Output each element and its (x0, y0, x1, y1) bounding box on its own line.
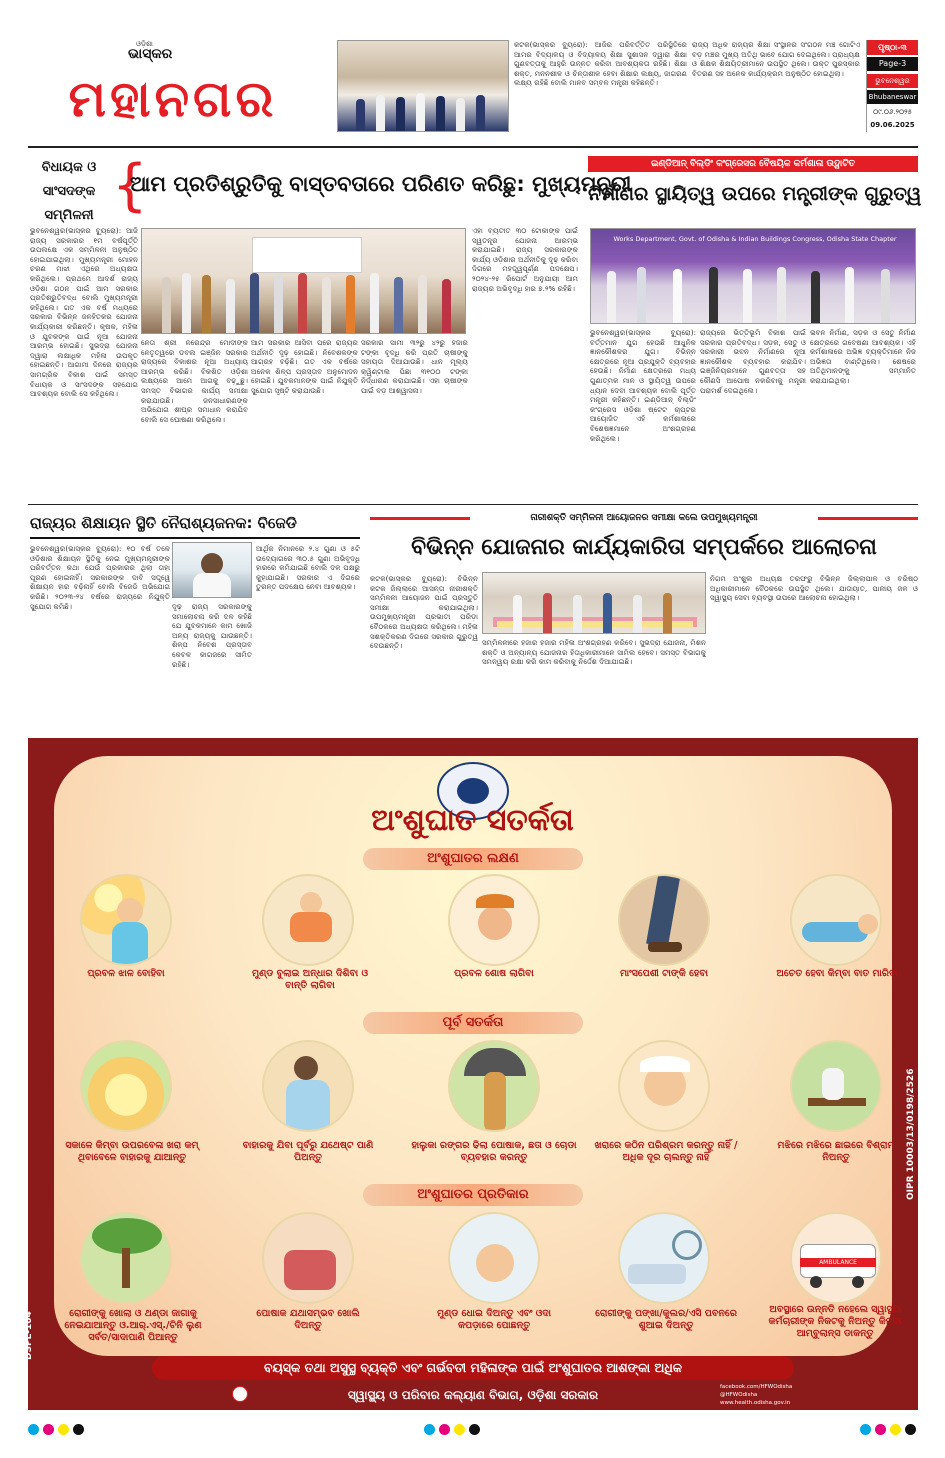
precaution-umbrella-illustration (448, 1040, 540, 1132)
precaution-caption-4: ଖରାରେ କଠିନ ପରିଶ୍ରମ କରନ୍ତୁ ନାହିଁ /ଅଧିକ ଦୂର ଚାଲନ୍ତୁ ନାହିଁ (594, 1140, 738, 1163)
symptom-fainting-illustration (790, 874, 882, 966)
ambulance-label: AMBULANCE (800, 1258, 876, 1267)
ad-bottom-banner: ବୟସ୍କ ତଥା ଅସୁସ୍ଥ ବ୍ୟକ୍ତି ଏବଂ ଗର୍ଭବତୀ ମହିଳାଙ୍କ ପାଇଁ ଅଂଶୁଘାତର ଆଶଙ୍କା ଅଧିକ (152, 1356, 794, 1380)
minister-story-kicker: ଇଣ୍ଡିଆନ୍ ବିଲ୍ଡିଂ କଂଗ୍ରେସର ବୈଷୟିକ କର୍ମଶାଳା ଉଦ୍ଘାଟିତ (588, 156, 918, 172)
symptom-sweating-illustration (80, 874, 172, 966)
remedy-wet-cloth-illustration (448, 1212, 540, 1304)
cm-story-headline: ଆମ ପ୍ରତିଶ୍ରୁତିକୁ ବାସ୍ତବତାରେ ପରିଣତ କରିଛୁ: ମୁଖ୍ୟମନ୍ତ୍ରୀ (130, 172, 632, 196)
minister-story-col3: ଭବନ ନିର୍ମାଣ, ସଡ଼କ ଓ ସେତୁ ନିର୍ମାଣ କ୍ଷେତ୍ରରେ ଗବେଷଣା ଆବଶ୍ୟକ। ଏହି କର୍ମଶାଳାରେ ଅଭିଜ୍ଞ ବ୍ୟକ୍ତିମାନେ ନିଜ ଅଭିଜ୍ଞତା ବାଣ୍ଟିଥିଲେ। ଶେଷରେ ଅତିଥିମାନଙ୍କୁ ସମ୍ମାନିତ କରାଯାଇଥିଲା। (810, 328, 916, 385)
top-story-col2: ରାଜ୍ୟ ଅଧିକ ରାଜ୍ୟର ଶିକ୍ଷା ସଂସ୍ଥାନର ସଂଗଠନ ମଞ୍ଚ ଗୋଟିଏ ବଡ଼ ମଞ୍ଚର ମୁଖ୍ୟ ଅତିଥି ଭାବେ ଯୋଗ ଦେଇଥିଲେ। ପ୍ରାଧ୍ୟକ୍ଷ ଓ ଶିକ୍ଷକ ଶିକ୍ଷୟିତ୍ରୀମାନେ ଉପସ୍ଥିତ ଥିଲେ। ଉକ୍ତ ପୁରସ୍କାର ବିତରଣ ସହ ଅନେକ କାର୍ଯ୍ୟକ୍ରମ ଅନୁଷ୍ଠିତ ହୋଇଥିଲା। (692, 40, 860, 78)
social-links (720, 1383, 850, 1407)
social-website[interactable]: www.health.odisha.gov.in (720, 1400, 791, 1406)
precaution-caption-2: ବାହାରକୁ ଯିବା ପୂର୍ବରୁ ଯଥେଷ୍ଟ ପାଣି ପିଅନ୍ତୁ (242, 1140, 374, 1163)
ad-title: ଅଂଶୁଘାତ ସତର୍କତା (371, 803, 574, 838)
precaution-no-exertion-illustration (618, 1040, 710, 1132)
social-handle[interactable]: @HFWOdisha (720, 1392, 758, 1398)
page-number-en: Page-3 (867, 57, 918, 71)
precaution-shade-rest-illustration (790, 1040, 882, 1132)
date-or: ୦୯.୦୬.୨୦୨୫ (873, 108, 912, 116)
cm-story-col1: ଭୁବନେଶ୍ୱର(ଭାସ୍କର ବ୍ୟୁରୋ): ଆଜି ରାଜ୍ୟ ସରକାରର ୧ମ ବର୍ଷପୂର୍ତ୍ତି ଉପଲକ୍ଷେ ଏକ ସମ୍ମିଳନୀ ଅନୁଷ୍ଠିତ ହୋଇଯାଇଥିଲା। ମୁଖ୍ୟମନ୍ତ୍ରୀ ମୋହନ ଚରଣ ମାଝୀ ଏଥିରେ ଅଧ୍ୟକ୍ଷତା କରିଥିଲେ। ପ୍ରଥମେ ଆଦର୍ଶ ରାଜ୍ୟ ଓଡ଼ିଶା ଗଠନ ପାଇଁ ଆମ ସରକାର ପ୍ରତିଶ୍ରୁତିବଦ୍ଧ ବୋଲି ମୁଖ୍ୟମନ୍ତ୍ରୀ କହିଥିଲେ। ଗତ ଏକ ବର୍ଷ ମଧ୍ୟରେ ସରକାର ବିଭିନ୍ନ ଜନହିତକର ଯୋଜନା କାର୍ଯ୍ୟକାରୀ କରିଛନ୍ତି। କୃଷକ, ମହିଳା ଓ ଯୁବକଙ୍କ ପାଇଁ ନୂଆ ଯୋଜନା ଆରମ୍ଭ ହୋଇଛି। ସୁଭଦ୍ରା ଯୋଜନା ଦ୍ୱାରା ଲକ୍ଷାଧିକ ମହିଳା ଉପକୃତ ହୋଇଛନ୍ତି। ଆଗାମୀ ଦିନରେ ରାଜ୍ୟର ସାମଗ୍ରିକ ବିକାଶ ପାଇଁ ସମସ୍ତ ବିଧାୟକ ଓ ସାଂସଦଙ୍କ ସହଯୋଗ ଆବଶ୍ୟକ ବୋଲି ସେ କହିଥିଲେ। (30, 226, 138, 399)
ad-sec2-title: ପୂର୍ବ ସତର୍କତା (363, 1012, 583, 1034)
bjd-story-col1: ଭୁବନେଶ୍ୱର(ଭାସ୍କର ବ୍ୟୁରୋ): ୧୦ ବର୍ଷ ତଳେ ଓଡ଼ିଶାର ଶିକ୍ଷାୟନ ସ୍ଥିତିକୁ ନେଇ ମୁଖ୍ୟମନ୍ତ୍ରୀଙ୍କ ପରିବର୍ତ୍ତନ କଥା ଯେଉଁ ପ୍ରକାରର ଥିଲା ତାହା ପୂରଣ ହୋଇନାହିଁ। ସରକାରଙ୍କ ଦାବି ସତ୍ତ୍ୱେ ଶିକ୍ଷାୟନ ହାର ବଢ଼ିନାହିଁ ବୋଲି ବିଜେଡି ଅଭିଯୋଗ କରିଛି। ୨୦୨୩-୨୪ ବର୍ଷରେ ରାଜ୍ୟରେ ନିଯୁକ୍ତି ସୁଯୋଗ କମିଛି। (30, 544, 170, 611)
dycm-story-headline: ବିଭିନ୍ନ ଯୋଜନାର କାର୍ଯ୍ୟକାରିତା ସମ୍ପର୍କରେ ଆଲୋଚନା (411, 535, 877, 560)
cm-story-photo (141, 228, 466, 334)
bjd-story-headline: ରାଜ୍ୟର ଶିକ୍ଷାୟନ ସ୍ଥିତି ନୈରାଶ୍ୟଜନକ: ବିଜେଡି (30, 514, 297, 532)
registration-dots-right (860, 1420, 920, 1439)
remedy-shade-ors-illustration (80, 1212, 172, 1304)
ad-sec3-title: ଅଂଶୁଘାତର ପ୍ରତିକାର (363, 1184, 583, 1206)
cm-story-kicker: ବିଧାୟକ ଓ ସାଂସଦଙ୍କ ସମ୍ମିଳନୀ (41, 160, 97, 223)
page-info-box (866, 40, 918, 132)
remedy-caption-5: ଅବସ୍ଥାରେ ଉନ୍ନତି ନହେଲେ ସ୍ୱାସ୍ଥ୍ୟ କର୍ମଚାରୀଙ୍କ ନିକଟକୁ ନିଅନ୍ତୁ କିମ୍ବା ଆମ୍ବୁଲାନ୍ସ ଡାକନ୍ତୁ (768, 1304, 902, 1339)
remedy-ambulance-illustration (790, 1212, 882, 1304)
symptom-caption-4: ମାଂସପେଶୀ ଟାଙ୍କି ହେବା (619, 968, 709, 979)
top-story-col1: କଟକ(ଭାସ୍କର ବ୍ୟୁରୋ): ଆଜିର ପରିବର୍ତ୍ତିତ ପରିସ୍ଥିତିରେ ଆମର ବିଦ୍ୟାଳୟ ଓ ବିଦ୍ୟାଳୟ ଶିକ୍ଷା ସୁଶାସନ ଦ୍ୱାରା ଶିକ୍ଷା ଗୁଣବତ୍ତାକୁ ଆହୁରି ଉନ୍ନତ କରିବା ଆବଶ୍ୟକତା ରହିଛି। ଶିକ୍ଷା ଶକ୍ତ, ମନନଶୀଳ ଓ ଚିନ୍ତାଶୀଳ ହେବା ଶିକ୍ଷାର ଲକ୍ଷ୍ୟ, ଜାଗରଣ ଲକ୍ଷ୍ୟ ରହିଛି ବୋଲି ମାନବ ସମ୍ବଳ ମନ୍ତ୍ରୀ କହିଛନ୍ତି। (514, 40, 687, 88)
remedy-caption-3: ମୁଣ୍ଡ ଧୋଇ ଦିଅନ୍ତୁ ଏବଂ ଓଦା କପଡ଼ାରେ ପୋଛନ୍ତୁ (436, 1308, 551, 1331)
minister-story-col1: ଭୁବନେଶ୍ୱର(ଭାସ୍କର ବ୍ୟୁରୋ): ବର୍ତ୍ତମାନ ଯୁଗ ହେଉଛି ଆଧୁନିକ ଜ୍ଞାନକୌଶଳର ଯୁଗ। ବିଭିନ୍ନ କ୍ଷେତ୍ରରେ ନୂଆ ପ୍ରଯୁକ୍ତି ବ୍ୟବହାର ହେଉଛି। ନିର୍ମାଣ କ୍ଷେତ୍ରରେ ମଧ୍ୟ ଗୁଣାତ୍ମକ ମାନ ଓ ସ୍ଥାୟିତ୍ୱ ଉପରେ ଧ୍ୟାନ ଦେବା ଆବଶ୍ୟକ ବୋଲି ପୂର୍ତ୍ତ ମନ୍ତ୍ରୀ କହିଛନ୍ତି। ଇଣ୍ଡିଆନ୍ ବିଲ୍ଡିଂ କଂଗ୍ରେସ ଓଡ଼ିଶା ଷ୍ଟେଟ ଚାପ୍ଟର ଆୟୋଜିତ ଏହି କର୍ମଶାଳାରେ ବିଶେଷଜ୍ଞମାନେ ଅଂଶଗ୍ରହଣ କରିଥିଲେ। (590, 328, 696, 443)
bjd-story-photo (172, 542, 252, 598)
top-story-photo (337, 40, 509, 132)
precaution-caption-5: ମଝିରେ ମଝିରେ ଛାଇରେ ବିଶ୍ରାମ ନିଅନ୍ତୁ (777, 1140, 895, 1163)
dycm-story-col2: ସମ୍ମିଳନୀରେ ହଜାର ହଜାର ମହିଳା ଅଂଶଗ୍ରହଣ କରିବେ। ସୁଭଦ୍ରା ଯୋଜନା, ମିଶନ ଶକ୍ତି ଓ ଅନ୍ୟାନ୍ୟ ଯୋଜନାର ହିତାଧିକାରୀମାନେ ସାମିଲ ହେବେ। ସମସ୍ତ ବିଭାଗକୁ ସମନ୍ୱୟ ରକ୍ଷା କରି କାମ କରିବାକୁ ନିର୍ଦ୍ଦେଶ ଦିଆଯାଇଛି। (482, 638, 706, 667)
masthead (28, 40, 318, 142)
symptom-thirst-illustration (448, 874, 540, 966)
minister-story-headline: ନିର୍ମାଣର ସ୍ଥାୟିତ୍ୱ ଉପରେ ମନ୍ତ୍ରୀଙ୍କ ଗୁରୁତ୍ୱ (588, 183, 922, 205)
remedy-loosen-clothes-illustration (262, 1212, 354, 1304)
cm-story-col3: ଆମ ସରକାର ଆସିବା ପରେ ରାଜ୍ୟର ଅର୍ଥନୀତି ଦୃଢ଼ ହୋଇଛି। ନିବେଶକଙ୍କ ଆଗ୍ରହ ବଢ଼ିଛି। ଗତ ଏକ ବର୍ଷରେ ଅନେକ ଶିଳ୍ପ ପ୍ରସ୍ତାବ ଅନୁମୋଦନ ହୋଇଛି। ଯୁବକମାନଙ୍କ ପାଇଁ ନିଯୁକ୍ତି ସୁଯୋଗ ସୃଷ୍ଟି କରାଯାଉଛି। (251, 338, 358, 395)
cm-story-col4: ସରକାର ସାମା ୩୨ରୁ ୪୨ରୁ ହଜାର ଟଙ୍କା ବୃଦ୍ଧି କରି ପ୍ରତି ଚାଷୀଙ୍କୁ ସହାୟତା ଦିଆଯାଉଛି। ଧାନ ମୂଲ୍ୟ କ୍ୱିଣ୍ଟାଲ ପିଛା ୩୧୦୦ ଟଙ୍କା ନିର୍ଦ୍ଧାରଣ କରାଯାଇଛି। ଏହା ଚାଷୀଙ୍କ ପାଇଁ ବଡ଼ ଆଶ୍ୱାସନା। (361, 338, 468, 395)
precaution-water-illustration (262, 1040, 354, 1132)
symptom-caption-1: ପ୍ରବଳ ଝାଳ ବୋହିବା (87, 968, 165, 979)
remedy-caption-1: ରୋଗୀଙ୍କୁ ଖୋଲା ଓ ଥଣ୍ଡା ଜାଗାକୁ ନେଇଯାଆନ୍ତୁ ଓ.ଆର୍.ଏସ୍./ଚିନି ଲୁଣ ସର୍ବତ/ସାଦାପାଣି ପିଆନ୍ତୁ (64, 1308, 202, 1343)
ad-footer-logo (232, 1386, 248, 1402)
symptom-caption-5: ଅଚେତ ହେବା କିମ୍ବା ବାତ ମାରିବା (776, 968, 898, 979)
symptom-caption-2: ମୁଣ୍ଡ ବୁଲାଇ ଅନ୍ଧାର ଦିଶିବା ଓ ବାନ୍ତି ଲାଗିବା (251, 968, 368, 991)
ad-footer-text: ସ୍ୱାସ୍ଥ୍ୟ ଓ ପରିବାର କଲ୍ୟାଣ ବିଭାଗ, ଓଡ଼ିଶା ସରକାର (347, 1388, 599, 1402)
cm-story-col5: ଏହା ବ୍ୟତୀତ ୩୦ ଟୋକାଙ୍କ ପାଇଁ ସ୍ୱତନ୍ତ୍ର ଯୋଜନା ଆରମ୍ଭ କରାଯାଇଛି। ରାଜ୍ୟ ସରକାରଙ୍କ କାର୍ଯ୍ୟ ଓଡ଼ିଶାର ଅର୍ଥନୀତିକୁ ଦୃଢ଼ କରିବା ଦିଗରେ ମହତ୍ତ୍ୱପୂର୍ଣ୍ଣ ପଦକ୍ଷେପ। ୨୦୨୪-୨୫ ରିପୋର୍ଟ ଅନୁଯାୟୀ ଆମ ରାଜ୍ୟର ଅଭିବୃଦ୍ଧି ହାର ୭.୨% ରହିଛି। (472, 226, 578, 293)
cm-story-col2: ନେତା ଶ୍ରୀ ନରେନ୍ଦ୍ର ମୋଦୀଙ୍କ ନେତୃତ୍ୱରେ ଡବଲ ଇଞ୍ଜିନ ସରକାର ରାଜ୍ୟରେ ବିକାଶର ନୂଆ ଅଧ୍ୟାୟ ଆରମ୍ଭ କରିଛି। ବିକଶିତ ଓଡ଼ିଶା ଲକ୍ଷ୍ୟରେ ଆମେ ଆଗକୁ ବଢ଼ୁଛୁ। ସମସ୍ତ ବିଭାଗର କାର୍ଯ୍ୟ ସମୀକ୍ଷା କରାଯାଉଛି। ଜନସାଧାରଣଙ୍କ ଅଭିଯୋଗ ଶୀଘ୍ର ସମାଧାନ କରାଯିବ ବୋଲି ସେ ଘୋଷଣା କରିଥିଲେ। (141, 338, 248, 424)
registration-dots-center (424, 1420, 484, 1439)
brand-logo: ଭାସ୍କର (128, 46, 173, 62)
city-or: ଭୁବନେଶ୍ୱର (867, 74, 918, 88)
remedy-caption-2: ପୋଷାକ ଯଥାସମ୍ଭବ ଖୋଲି ଦିଅନ୍ତୁ (256, 1308, 360, 1331)
page-number-or: ପୃଷ୍ଠା-୩ (867, 40, 918, 55)
symptom-dizziness-illustration (262, 874, 354, 966)
symptom-caption-3: ପ୍ରବଳ ଶୋଷ ଲାଗିବା (454, 968, 534, 979)
registration-dots-left (28, 1420, 88, 1439)
dycm-story-col3: ନିଗମ ଅଂଶୁଲ ଅଧ୍ୟକ୍ଷ ତରଫରୁ ବିଭିନ୍ନ ଜିଲ୍ଲାପାଳ ଓ ବରିଷ୍ଠ ଅଧିକାରୀମାନେ ବୈଠକରେ ଉପସ୍ଥିତ ଥିଲେ। ଯାତାୟାତ, ପାନୀୟ ଜଳ ଓ ସ୍ୱାସ୍ଥ୍ୟ ସେବା ବ୍ୟବସ୍ଥା ଉପରେ ଆଲୋଚନା ହୋଇଥିଲା। (710, 574, 918, 603)
precaution-caption-3: ହାଲୁକା ରଙ୍ଗର ଢିଲା ପୋଷାକ, ଛତା ଓ ଚୋଡା ବ୍ୟବହାର କରନ୍ତୁ (411, 1140, 577, 1163)
dspl-code: DSPL-104 (24, 1311, 34, 1360)
precaution-morning-illustration (80, 1040, 172, 1132)
date-en: 09.06.2025 (870, 121, 915, 129)
oipr-code: OIPR 10003/13/0198/2526 (906, 1068, 916, 1200)
city-en: Bhubaneswar (867, 90, 918, 104)
minister-story-photo (590, 228, 916, 324)
remedy-caption-4: ରୋଗୀଙ୍କୁ ପଙ୍ଖା/କୁଲର/ଏସି ପବନରେ ଶୁଆଇ ଦିଅନ୍ତୁ (595, 1308, 737, 1331)
brand-tag: ଓଡ଼ିଶା (136, 40, 153, 48)
minister-story-col2: ରାଜ୍ୟରେ ଭିତ୍ତିଭୂମି ବିକାଶ ପାଇଁ ସରକାର ପ୍ରତିବଦ୍ଧ। ସଡ଼କ, ସେତୁ ଓ ସରକାରୀ ଭବନ ନିର୍ମାଣରେ ନୂଆ ଜ୍ଞାନକୌଶଳ ବ୍ୟବହାର କରାଯିବ। ଇଞ୍ଜିନିୟରମାନେ ଗୁଣବତ୍ତା ସହ କୌଣସି ଆପୋଷ ନକରିବାକୁ ମନ୍ତ୍ରୀ ପରାମର୍ଶ ଦେଇଥିଲେ। (700, 328, 806, 395)
ad-sec1-title: ଅଂଶୁଘାତର ଲକ୍ଷଣ (363, 848, 583, 870)
dycm-story-col1: କଟକ(ଭାସ୍କର ବ୍ୟୁରୋ): ବିଭିନ୍ନ କଟକ ଜିଲ୍ଲାରେ ଆସନ୍ତା ନାରୀଶକ୍ତି ସମ୍ମିଳନୀ ଆୟୋଜନ ପାଇଁ ପ୍ରସ୍ତୁତି ସମୀକ୍ଷା କରାଯାଇଥିଲା। ଉପମୁଖ୍ୟମନ୍ତ୍ରୀ ପ୍ରଭାତୀ ପରିଡ଼ା ବୈଠକରେ ଅଧ୍ୟକ୍ଷତା କରିଥିଲେ। ମହିଳା ସଶକ୍ତିକରଣ ଦିଗରେ ସରକାର ଗୁରୁତ୍ୱ ଦେଉଛନ୍ତି। (370, 574, 478, 651)
dycm-story-photo (482, 572, 706, 634)
symptom-cramps-illustration (618, 874, 710, 966)
bjd-story-col2: ଆର୍ଥିକ ନିମାନରେ ୨.୪ ଗୁଣା ଓ ୫ଟି ଉଦ୍ୟୋଗରେ ୩୦.୫ ଗୁଣା ଅଭିବୃଦ୍ଧି ହାରରେ କମିଯାଇଛି ବୋଲି ଦଳ ପକ୍ଷରୁ କୁହାଯାଇଛି। ସରକାର ଏ ଦିଗରେ ତୁରନ୍ତ ପଦକ୍ଷେପ ନେବା ଆବଶ୍ୟକ। (256, 544, 360, 592)
bjd-story-col3: ଦୃଢ଼ ରାଜ୍ୟ ସରକାରଙ୍କୁ ସମାଲୋଚନା କରି ଦଳ କହିଛି ଯେ ଯୁବକମାନେ କାମ ଖୋଜି ଅନ୍ୟ ରାଜ୍ୟକୁ ଯାଉଛନ୍ତି। ଶିଳ୍ପ ନିବେଶ ପ୍ରସ୍ତାବ କେବଳ କାଗଜରେ ସୀମିତ ରହିଛି। (172, 602, 252, 669)
dycm-story-kicker: ନାରୀଶକ୍ତି ସମ୍ମିଳନୀ ଆୟୋଜନର ସମୀକ୍ଷା କଲେ ଉପମୁଖ୍ୟମନ୍ତ୍ରୀ (474, 510, 814, 526)
social-facebook[interactable]: facebook.com/HFWOdisha (720, 1384, 793, 1390)
remedy-fan-illustration (618, 1212, 710, 1304)
section-title: ମହାନଗର (68, 70, 278, 128)
precaution-caption-1: ସକାଳେ କିମ୍ବା ଉପରବେଳା ଖରା କମ୍ ଥିବାବେଳେ ବାହାରକୁ ଯାଆନ୍ତୁ (65, 1140, 199, 1163)
minister-photo-banner: Works Department, Govt. of Odisha & Indian Buildings Congress, Odisha State Chapter (613, 235, 897, 243)
